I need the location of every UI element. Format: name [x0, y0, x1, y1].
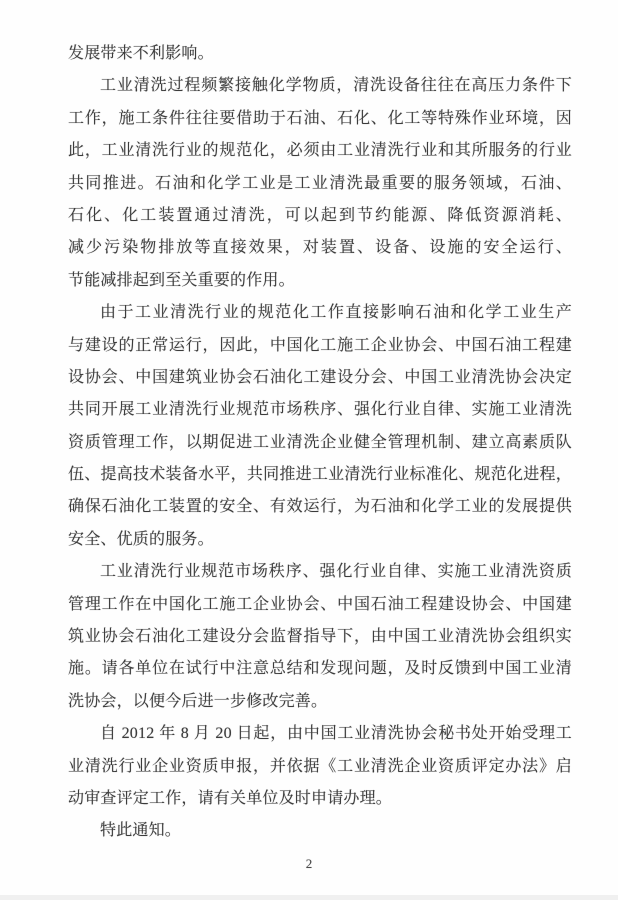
text-line: 工业清洗过程频繁接触化学物质，清洗设备往往在高压力条件下: [100, 77, 572, 95]
page-number: 2: [305, 856, 313, 871]
text-line: 工作，施工条件往往要借助于石油、石化、化工等特殊作业环境，因: [68, 109, 572, 127]
text-line: 与建设的正常运行，因此，中国化工施工企业协会、中国石油工程建: [68, 336, 572, 354]
text-line: 特此通知。: [100, 822, 182, 840]
text-line: 此，工业清洗行业的规范化，必须由工业清洗行业和其所服务的行业: [68, 142, 572, 160]
text-line: 自 2012 年 8 月 20 日起，由中国工业清洗协会秘书处开始受理工: [100, 725, 572, 743]
scan-edge-artifact: [0, 895, 618, 900]
text-line: 工业清洗行业规范市场秩序、强化行业自律、实施工业清洗资质: [100, 563, 572, 581]
text-line: 资质管理工作，以期促进工业清洗企业健全管理机制、建立高素质队: [68, 433, 572, 451]
text-line: 发展带来不利影响。: [68, 45, 214, 62]
text-line: 石化、化工装置通过清洗，可以起到节约能源、降低资源消耗、: [68, 206, 572, 224]
text-line: 共同推进。石油和化学工业是工业清洗最重要的服务领域，石油、: [68, 174, 572, 192]
text-line: 业清洗行业企业资质申报，并依据《工业清洗企业资质评定办法》启: [68, 757, 572, 775]
text-line: 节能减排起到至关重要的作用。: [68, 271, 295, 289]
text-line: 洗协会，以便今后进一步修改完善。: [68, 692, 328, 710]
document-body-text: [68, 38, 572, 848]
text-line: 确保石油化工装置的安全、有效运行，为石油和化学工业的发展提供: [68, 498, 572, 516]
text-line: 伍、提高技术装备水平，共同推进工业清洗行业标准化、规范化进程，: [68, 466, 572, 484]
text-line: 减少污染物排放等直接效果，对装置、设备、设施的安全运行、: [68, 239, 572, 257]
text-line: 施。请各单位在试行中注意总结和发现问题，及时反馈到中国工业清: [68, 660, 572, 678]
text-line: 动审查评定工作，请有关单位及时申请办理。: [68, 789, 393, 807]
text-line: 设协会、中国建筑业协会石油化工建设分会、中国工业清洗协会决定: [68, 368, 572, 386]
text-line: 共同开展工业清洗行业规范市场秩序、强化行业自律、实施工业清洗: [68, 401, 572, 419]
text-line: 安全、优质的服务。: [68, 530, 214, 548]
text-line: 筑业协会石油化工建设分会监督指导下，由中国工业清洗协会组织实: [68, 628, 572, 646]
text-line: 由于工业清洗行业的规范化工作直接影响石油和化学工业生产: [100, 304, 572, 322]
text-line: 管理工作在中国化工施工企业协会、中国石油工程建设协会、中国建: [68, 595, 572, 613]
